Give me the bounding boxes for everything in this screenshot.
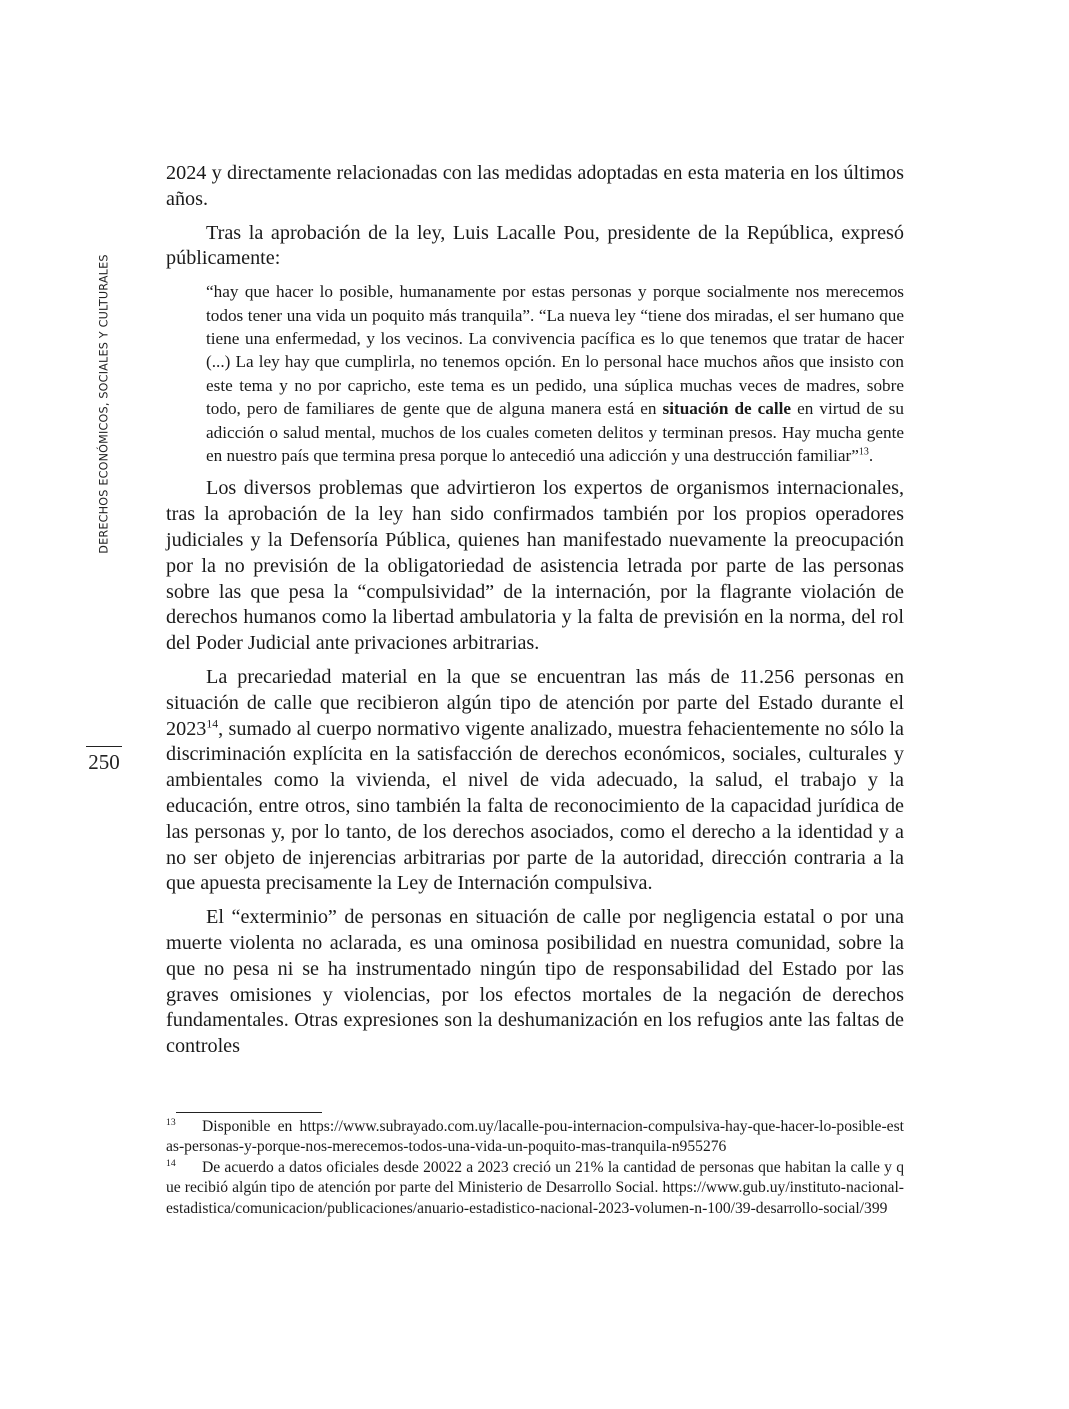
footnote-text[interactable]: De acuerdo a datos oficiales desde 20022 a 2023 creció un 21% la cantidad de personas que habitan la calle y que recibió algún tipo de atención por parte del Ministerio de Desarrollo Social. https://www.gub.uy/instituto-nacional-estadistica/comunicacion/publicaciones/anuario-estadistico-nacional-2023-volumen-n-100/39-desarrollo-social/399 (166, 1158, 904, 1217)
quote-text-1: “hay que hacer lo posible, humanamente por estas personas y porque socialmente nos merecemos todos tener una vida un poquito más tranquila”. “La nueva ley “tiene dos miradas, el ser humano que tiene una enfermedad, y los vecinos. La convivencia pacífica es lo que tenemos que tratar de hacer (...) La ley hay que cumplirla, no tenemos opción. En lo personal hace muchos años que insisto con este tema y no por capricho, este tema es un pedido, una súplica muchas veces de madres, sobre todo, pero de familiares de gente que de alguna manera está en (206, 282, 904, 419)
paragraph-3: Los diversos problemas que advirtieron los expertos de organismos internacionales, tras la aprobación de la ley han sido confirmados también por los propios operadores judiciales y la Defensoría Pública, quienes han manifestado nuevamente la preocupación por la no previsión de la obligatoriedad de asistencia letrada por parte de las personas sobre las que pesa la “compulsividad” de la internación, por la flagrante violación de derechos humanos como la libertad ambulatoria y la falta de previsión en la norma, del rol del Poder Judicial ante privaciones arbitrarias. (166, 477, 904, 655)
footnotes (166, 1117, 904, 1219)
main-text (166, 161, 904, 1068)
footnote-ref-14[interactable]: 14 (206, 716, 219, 730)
running-head: DERECHOS ECONÓMICOS, SOCIALES Y CULTURALES (97, 254, 111, 554)
footnote-text[interactable]: Disponible en https://www.subrayado.com.uy/lacalle-pou-internacion-compulsiva-hay-que-hacer-lo-posible-estas-personas-y-porque-nos-merecemos-todos-una-vida-un-poquito-mas-tranquila-n955276 (166, 1118, 904, 1156)
quote-end: . (868, 446, 874, 466)
quote-text-2: en virtud de su adicción o salud mental, muchos de los cuales cometen delitos y terminan presos. Hay mucha gente en nuestro país que termina presa porque lo antecedió una adicción y una destrucción familiar” (206, 399, 904, 466)
page-number-rule (86, 746, 122, 747)
footnote-13: 13 Disponible en https://www.subrayado.com.uy/lacalle-pou-internacion-compulsiva-hay-que-hacer-lo-posible-estas-personas-y-porque-nos-merecemos-todos-una-vida-un-poquito-mas-tranquila-n955276 (166, 1116, 904, 1156)
paragraph-5: El “exterminio” de personas en situación de calle por negligencia estatal o por una muerte violenta no aclarada, es una ominosa posibilidad en nuestra comunidad, sobre la que no pesa ni se ha instrumentado ningún tipo de responsabilidad del Estado por las graves omisiones y violencias, por los efectos mortales de la negación de derechos fundamentales. Otras expresiones son la deshumanización en los refugios ante las faltas de controles (166, 906, 904, 1058)
paragraph-4-text-2: , sumado al cuerpo normativo vigente analizado, muestra fehacientemente no sólo la discriminación explícita en la satisfacción de derechos económicos, sociales, culturales y ambientales como la vivienda, el nivel de vida adecuado, la salud, el trabajo y la educación, entre otros, sino también la falta de reconocimiento de la capacidad jurídica de las personas y, por lo tanto, de los derechos asociados, como el derecho a la identidad y a no ser objeto de injerencias arbitrarias por parte de la autoridad, dirección contraria a la que apuesta precisamente la Ley de Internación compulsiva. (166, 717, 904, 895)
block-quote (206, 280, 904, 467)
paragraph-2: Tras la aprobación de la ley, Luis Lacalle Pou, presidente de la República, expresó públicamente: (166, 221, 904, 270)
paragraph-1: 2024 y directamente relacionadas con las medidas adoptadas en esta materia en los últimos años. (166, 162, 904, 210)
footnote-rule (176, 1112, 322, 1113)
quote-bold-term: situación de calle (662, 399, 792, 419)
footnote-ref-13[interactable]: 13 (858, 446, 869, 458)
paragraph-4 (166, 665, 904, 897)
page-number: 250 (88, 750, 120, 774)
paragraph-4-text-1: La precariedad material en la que se encuentran las más de 11.256 personas en situación de calle que recibieron algún tipo de atención por parte del Estado durante el 2023 (166, 666, 904, 740)
footnote-14: 14 De acuerdo a datos oficiales desde 20022 a 2023 creció un 21% la cantidad de personas que habitan la calle y que recibió algún tipo de atención por parte del Ministerio de Desarrollo Social. https://www.gub.uy/instituto-nacional-estadistica/comunicacion/publicaciones/anuario-estadistico-nacional-2023-volumen-n-100/39-desarrollo-social/399 (166, 1157, 904, 1217)
